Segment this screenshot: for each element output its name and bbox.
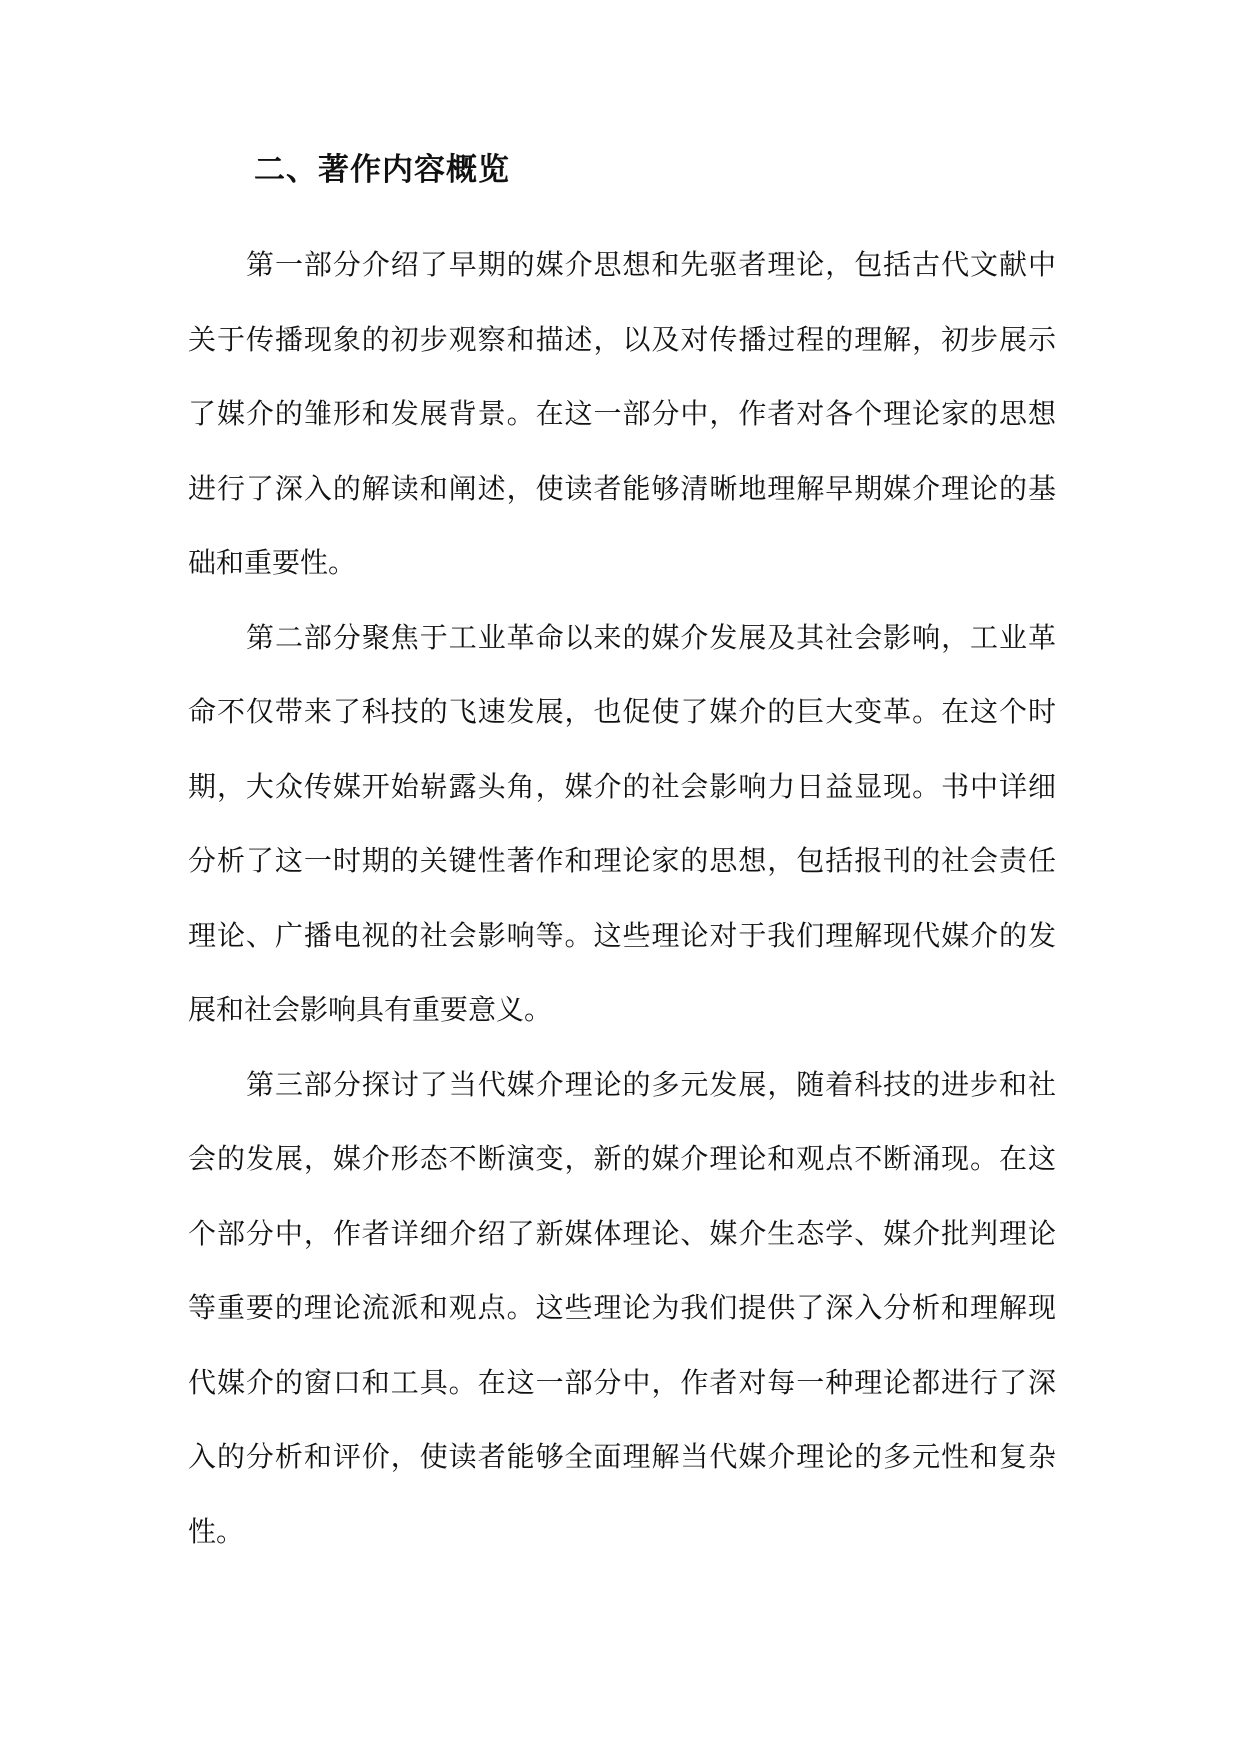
text-line: 了媒介的雏形和发展背景。在这一部分中，作者对各个理论家的思想 (188, 397, 1056, 430)
text-line: 础和重要性。 (188, 546, 357, 579)
text-line: 关于传播现象的初步观察和描述，以及对传播过程的理解，初步展示 (188, 322, 1056, 356)
paragraph-2 (188, 601, 1056, 1048)
body-text (188, 228, 1056, 1569)
text-line: 入的分析和评价，使读者能够全面理解当代媒介理论的多元性和复杂 (188, 1440, 1056, 1473)
text-line: 理论、广播电视的社会影响等。这些理论对于我们理解现代媒介的发 (188, 918, 1056, 952)
text-line: 等重要的理论流派和观点。这些理论为我们提供了深入分析和理解现 (188, 1291, 1056, 1324)
text-line: 进行了深入的解读和阐述，使读者能够清晰地理解早期媒介理论的基 (188, 471, 1056, 505)
text-line: 代媒介的窗口和工具。在这一部分中，作者对每一种理论都进行了深 (188, 1365, 1056, 1399)
text-line: 会的发展，媒介形态不断演变，新的媒介理论和观点不断涌现。在这 (188, 1142, 1056, 1175)
text-line: 分析了这一时期的关键性著作和理论家的思想，包括报刊的社会责任 (188, 844, 1056, 877)
text-line: 性。 (188, 1514, 245, 1548)
paragraph-1 (188, 228, 1056, 601)
text-line: 展和社会影响具有重要意义。 (188, 993, 553, 1026)
paragraph-3 (188, 1048, 1056, 1570)
text-line: 第三部分探讨了当代媒介理论的多元发展，随着科技的进步和社 (246, 1067, 1056, 1101)
section-heading: 二、著作内容概览 (254, 152, 510, 188)
text-line: 第二部分聚焦于工业革命以来的媒介发展及其社会影响，工业革 (246, 620, 1056, 654)
text-line: 命不仅带来了科技的飞速发展，也促使了媒介的巨大变革。在这个时 (188, 695, 1056, 728)
text-line: 个部分中，作者详细介绍了新媒体理论、媒介生态学、媒介批判理论 (188, 1216, 1056, 1250)
text-line: 第一部分介绍了早期的媒介思想和先驱者理论，包括古代文献中 (246, 248, 1056, 281)
text-line: 期，大众传媒开始崭露头角，媒介的社会影响力日益显现。书中详细 (188, 769, 1056, 803)
